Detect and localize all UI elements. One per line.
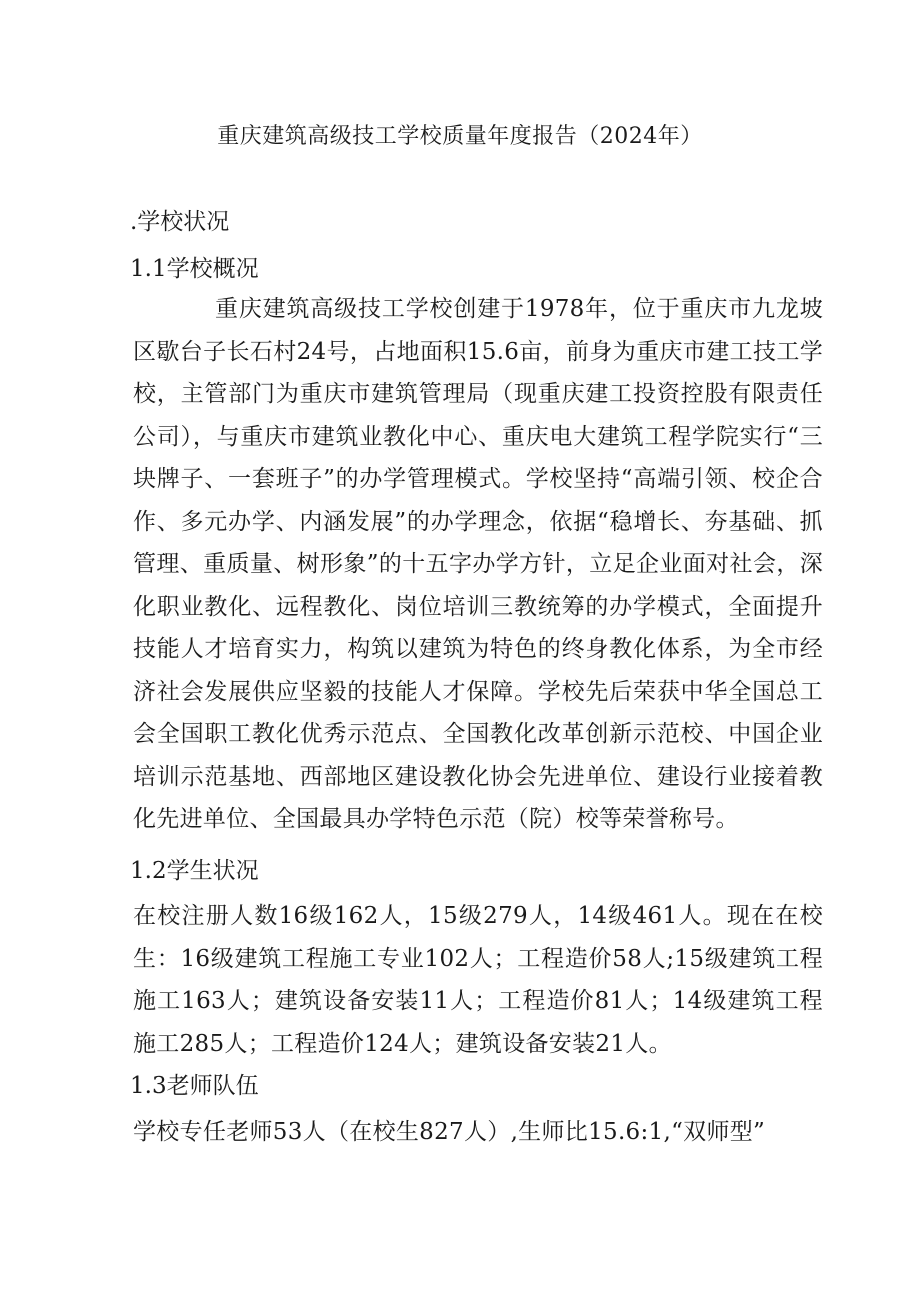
paragraph-school-overview: 重庆建筑高级技工学校创建于1978年，位于重庆市九龙坡区歇台子长石村24号，占地面积15.6亩，前身为重庆市建工技工学校，主管部门为重庆市建筑管理局（现重庆建工投资控股有限责任公司），与重庆市建筑业教化中心、重庆电大建筑工程学院实行“三块牌子、一套班子”的办学管理模式。学校坚持“高端引领、校企合作、多元办学、内涵发展”的办学理念，依据“稳增长、夯基础、抓管理、重质量、树形象”的十五字办学方针，立足企业面对社会，深化职业教化、远程教化、岗位培训三教统筹的办学模式，全面提升技能人才培育实力，构筑以建筑为特色的终身教化体系，为全市经济社会发展供应坚毅的技能人才保障。学校先后荣获中华全国总工会全国职工教化优秀示范点、全国教化改革创新示范校、中国企业培训示范基地、西部地区建设教化协会先进单位、建设行业接着教化先进单位、全国最具办学特色示范（院）校等荣誉称号。	[133, 296, 823, 832]
section-heading-school-overview: 1.1学校概况	[130, 256, 259, 282]
section-heading-teacher-team: 1.3老师队伍	[130, 1073, 259, 1099]
section-heading-school-status: .学校状况	[130, 209, 230, 235]
section-heading-student-status: 1.2学生状况	[130, 858, 259, 884]
document-title: 重庆建筑高级技工学校质量年度报告（2024年）	[217, 124, 703, 149]
paragraph-teacher-team: 学校专任老师53人（在校生827人）,生师比15.6:1,“双师型”	[133, 1119, 766, 1145]
paragraph-student-status: 在校注册人数16级162人，15级279人，14级461人。现在在校生：16级建筑工程施工专业102人；工程造价58人;15级建筑工程施工163人；建筑设备安装11人；工程造价81人；14级建筑工程施工285人；工程造价124人；建筑设备安装21人。	[133, 903, 823, 1057]
